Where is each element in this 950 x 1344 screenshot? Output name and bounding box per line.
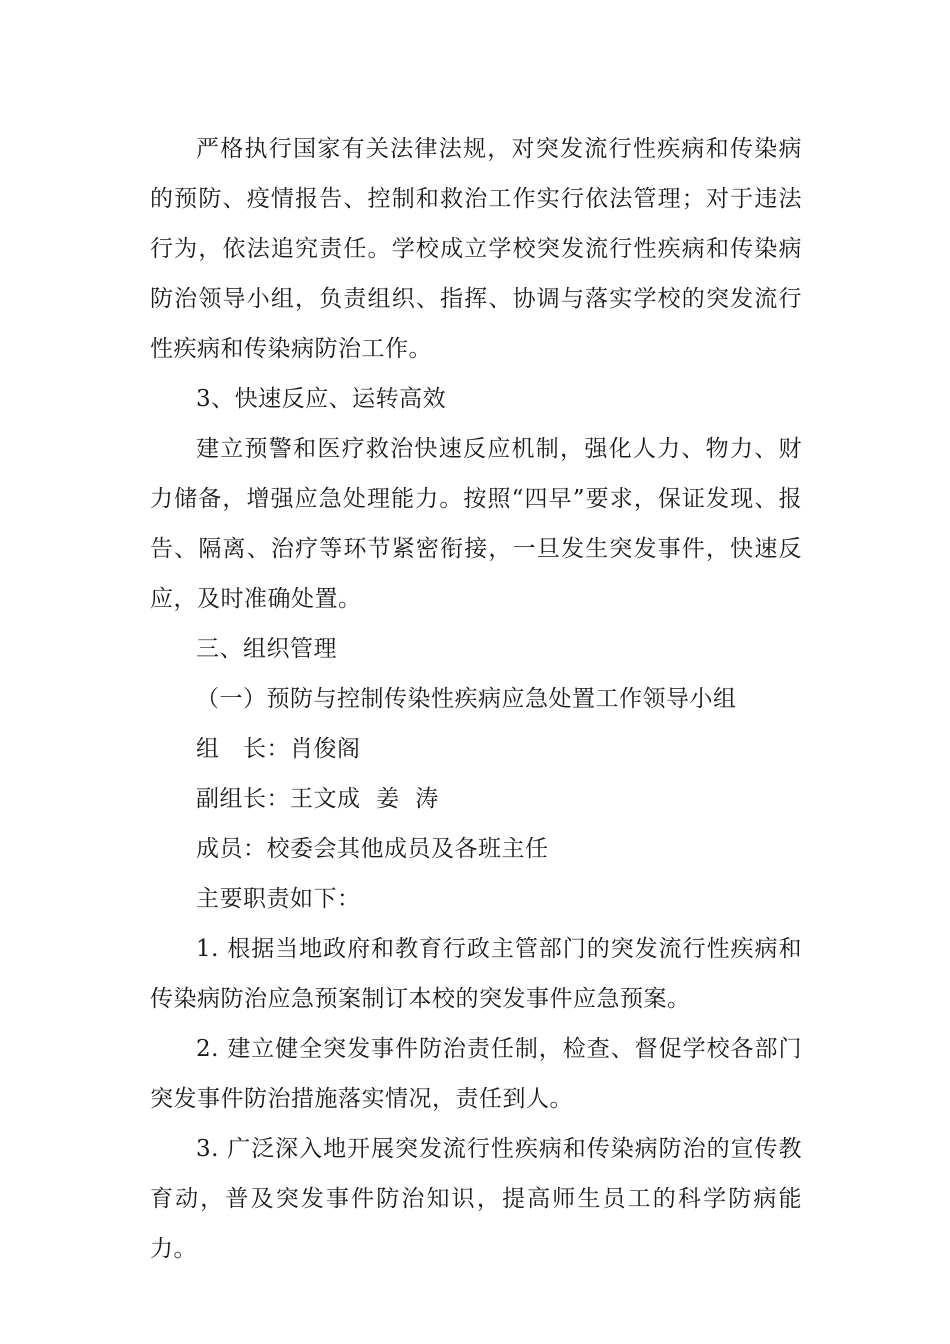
duties-heading: 主要职责如下： xyxy=(196,886,361,912)
paragraph-warning-mechanism: 建立预警和医疗救治快速反应机制，强化人力、物力、财力储备，增强应急处理能力。按照“四早”要求，保证发现、报告、隔离、治疗等环节紧密衔接，一旦发生突发事件，快速反应，及时准确处置。 xyxy=(150,436,802,612)
document-body xyxy=(150,124,802,1274)
duty-item-1: 1. 根据当地政府和教育行政主管部门的突发流行性疾病和传染病防治应急预案制订本校的突发事件应急预案。 xyxy=(150,936,802,1012)
duty-item-2: 2. 建立健全突发事件防治责任制，检查、督促学校各部门突发事件防治措施落实情况，责任到人。 xyxy=(150,1036,802,1112)
members-line: 成员：校委会其他成员及各班主任 xyxy=(196,836,549,862)
heading-organization-management: 三、组织管理 xyxy=(196,636,337,662)
duty-item-3: 3. 广泛深入地开展突发流行性疾病和传染病防治的宣传教育动，普及突发事件防治知识，提高师生员工的科学防病能力。 xyxy=(150,1136,802,1262)
group-leader-line: 组 长：肖俊阁 xyxy=(196,736,361,762)
heading-leadership-group: （一）预防与控制传染性疾病应急处置工作领导小组 xyxy=(196,686,737,712)
heading-rapid-response: 3、快速反应、运转高效 xyxy=(196,386,447,412)
paragraph-legal-management: 严格执行国家有关法律法规，对突发流行性疾病和传染病的预防、疫情报告、控制和救治工作实行依法管理；对于违法行为，依法追究责任。学校成立学校突发流行性疾病和传染病防治领导小组，负责组织、指挥、协调与落实学校的突发流行性疾病和传染病防治工作。 xyxy=(150,136,802,362)
deputy-leader-line: 副组长：王文成 姜 涛 xyxy=(196,786,439,812)
